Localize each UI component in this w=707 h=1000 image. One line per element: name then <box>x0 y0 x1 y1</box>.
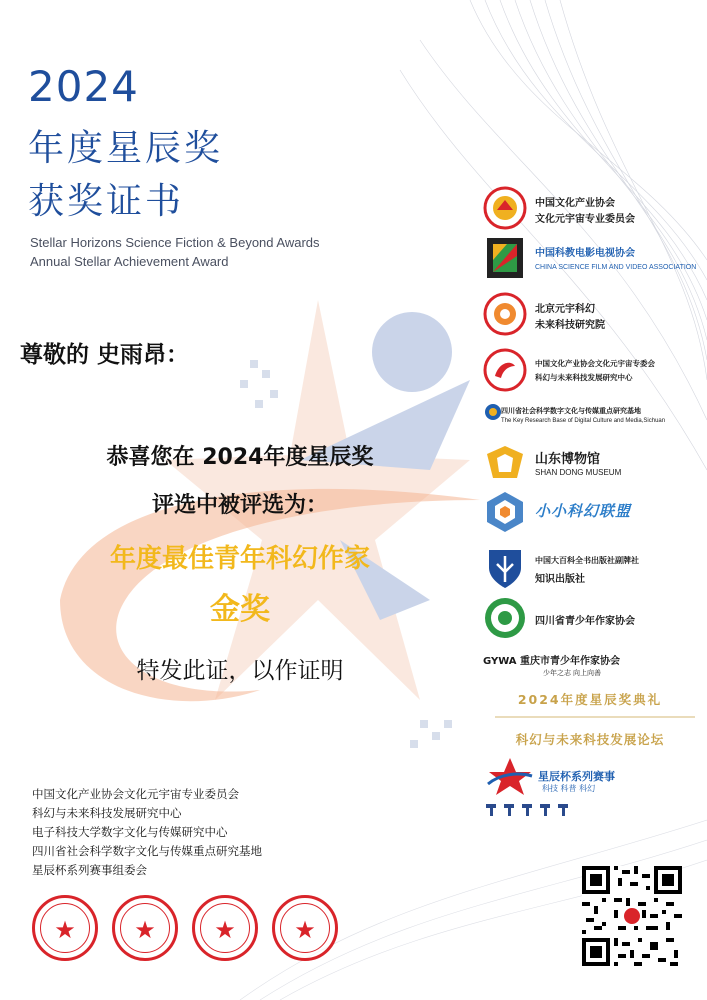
publisher-emblem-icon <box>483 546 527 590</box>
issuer-item: 电子科技大学数字文化与传媒研究中心 <box>32 825 228 839</box>
research-center-emblem-icon <box>483 348 527 392</box>
research-base-emblem-icon <box>483 400 503 430</box>
scifi-alliance-emblem-icon <box>483 490 527 534</box>
ceremony-title: 2024年度星辰奖典礼 <box>517 692 663 707</box>
sponsor-logo: 四川省社会科学数字文化与传媒重点研究基地 The Key Research Base of Digital Culture and Media,Sichuan <box>483 400 703 444</box>
ceremony-divider <box>495 710 695 724</box>
sponsor-logo: 山东博物馆 SHAN DONG MUSEUM <box>483 444 703 488</box>
title-year: 2024 <box>28 62 139 111</box>
sponsor-logo: 北京元宇科幻 未来科技研究院 <box>483 292 703 336</box>
cup-subtitle: 科技 科普 科幻 <box>542 784 596 793</box>
award-level: 金奖 <box>210 592 270 627</box>
film-reel-icon <box>483 236 527 280</box>
red-seal-icon: ★ <box>32 895 98 961</box>
title-certificate: 获奖证书 <box>28 181 185 222</box>
sponsor-logo: 中国文化产业协会文化元宇宙专委会 科幻与未来科技发展研究中心 <box>483 348 703 392</box>
issuer-item: 中国文化产业协会文化元宇宙专业委员会 <box>32 787 239 801</box>
english-title-line2: Annual Stellar Achievement Award <box>30 254 229 269</box>
red-seal-icon: ★ <box>272 895 338 961</box>
red-seal-icon: ★ <box>192 895 258 961</box>
title-award-name: 年度星辰奖 <box>28 128 224 169</box>
association-emblem-icon <box>483 186 527 230</box>
congrats-line: 恭喜您在 2024年度星辰奖 <box>106 445 374 470</box>
issuer-item: 四川省社会科学数字文化与传媒重点研究基地 <box>32 844 262 858</box>
closing-line: 特发此证，以作证明 <box>136 658 344 684</box>
award-category: 年度最佳青年科幻作家 <box>109 544 370 574</box>
sponsor-logo: 中国大百科全书出版社副牌社 知识出版社 <box>483 546 703 590</box>
sponsor-logo: GYWA 重庆市青少年作家协会 少年之志 向上向善 <box>483 656 621 677</box>
issuer-item: 科幻与未来科技发展研究中心 <box>32 806 182 820</box>
red-seal-icon: ★ <box>112 895 178 961</box>
sponsor-logo: 四川省青少年作家协会 <box>483 596 703 640</box>
issuer-item: 星辰杯系列赛事组委会 <box>32 863 147 877</box>
metaverse-emblem-icon <box>483 292 527 336</box>
recipient-salutation-line <box>20 336 189 369</box>
salutation: 尊敬的 <box>20 342 89 368</box>
museum-emblem-icon <box>483 444 527 484</box>
qr-code-icon[interactable] <box>582 866 682 966</box>
pixel-pattern-decoration <box>486 800 686 820</box>
sponsor-logo: 小小科幻联盟 <box>483 490 703 534</box>
english-title-line1: Stellar Horizons Science Fiction & Beyond Awards <box>30 235 320 250</box>
forum-title: 科幻与未来科技发展论坛 <box>515 732 665 747</box>
issuer-list <box>32 785 262 880</box>
sponsor-logo: 中国科教电影电视协会 CHINA SCIENCE FILM AND VIDEO ASSOCIATION <box>483 236 703 280</box>
sponsor-logo: 中国文化产业协会 文化元宇宙专业委员会 <box>483 186 703 230</box>
selected-line: 评选中被评选为： <box>151 493 328 518</box>
recipient-name: 史雨昂 <box>97 342 166 368</box>
salutation-suffix: ： <box>166 342 189 368</box>
star-cup-logo-icon <box>486 756 534 796</box>
youth-writers-emblem-icon <box>483 596 527 640</box>
cup-title: 星辰杯系列赛事 <box>538 770 615 783</box>
